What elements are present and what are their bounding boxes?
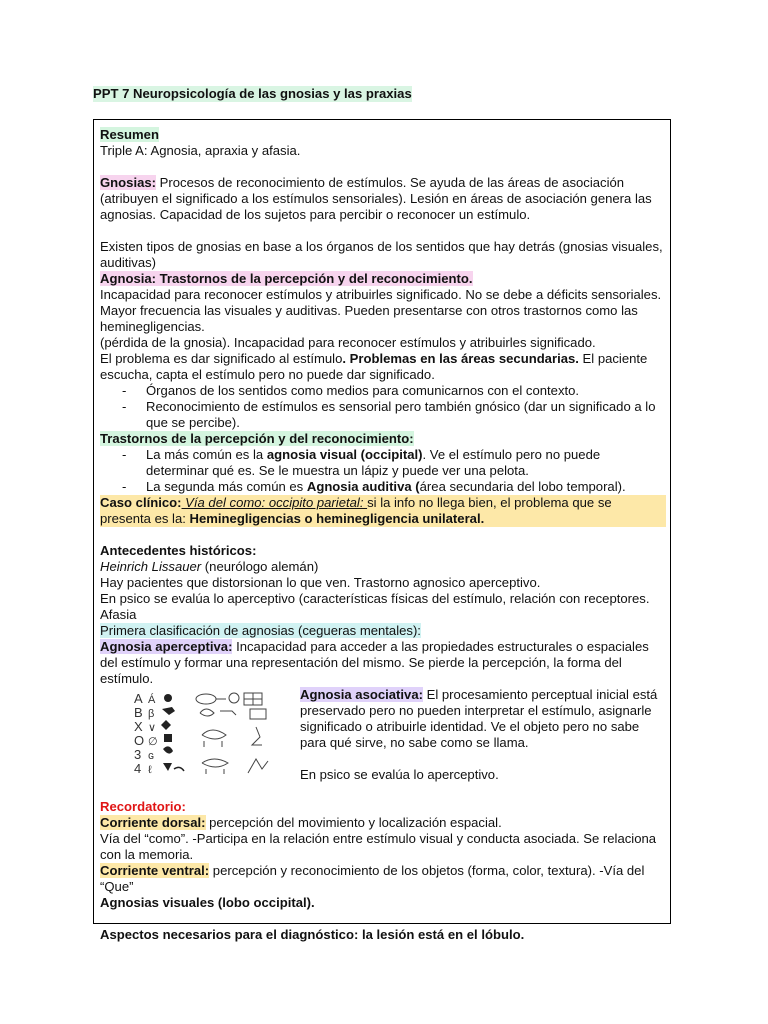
caso-text: si la info no llega bien, el problema que se presenta es la:: [100, 495, 612, 526]
aperceptiva-text: Incapacidad para acceder a las propiedades estructurales o espaciales del estímulo y formar una representación del mismo. Se pierde la percepción, la forma del estímulo.: [100, 639, 649, 686]
agnosia-p3-c: El paciente escucha, capta el estímulo pero no puede dar significado.: [100, 351, 648, 382]
trastornos-heading: Trastornos de la percepción y del reconocimiento:: [100, 431, 414, 446]
list-item: [146, 479, 666, 495]
agnosia-drawings-figure: [116, 689, 286, 779]
ventral-label: Corriente ventral:: [100, 863, 210, 878]
trastornos-b2-c: área secundaria del lobo temporal).: [419, 479, 626, 494]
tipos-paragraph: Existen tipos de gnosias en base a los órganos de los sentidos que hay detrás (gnosias visuales, auditivas): [100, 239, 663, 270]
black-shapes-drawing: [161, 694, 184, 771]
figure-glyph: O: [134, 733, 145, 748]
lissauer-line: [100, 559, 666, 575]
caso-via: Vía del como: occipito parietal:: [181, 495, 368, 510]
figure-glyph: X: [134, 719, 143, 734]
antecedentes-heading: Antecedentes históricos:: [100, 543, 257, 558]
summary-content: [100, 127, 666, 943]
figure-glyph: B: [134, 705, 143, 720]
ventral-line: [100, 863, 666, 895]
trastornos-b1-b: agnosia visual (occipital): [266, 447, 423, 462]
dorsal-label: Corriente dorsal:: [100, 815, 206, 830]
aspectos-line: Aspectos necesarios para el diagnóstico: la lesión está en el lóbulo.: [100, 927, 525, 942]
agnosia-p2: (pérdida de la gnosia). Incapacidad para reconocer estímulos y atribuirles significado.: [100, 335, 596, 350]
asociativa-paragraph: [300, 687, 666, 751]
caso-label: Caso clínico:: [100, 495, 182, 510]
recordatorio-heading: Recordatorio:: [100, 799, 186, 814]
agnosia-p3-a: El problema es dar significado al estímulo: [100, 351, 343, 366]
object-sketches-drawing: [196, 693, 268, 774]
trastornos-b2-a: La segunda más común es: [146, 479, 307, 494]
agnosia-p1: Incapacidad para reconocer estímulos y atribuirles significado. No se debe a déficits sensoriales. Mayor frecuencia las visuales y auditivas. Pueden presentarse con otros trastornos como las heminegligencias.: [100, 287, 662, 334]
figure-glyph: A: [134, 691, 143, 706]
aperceptiva-label: Agnosia aperceptiva:: [100, 639, 233, 654]
summary-box: [93, 119, 671, 942]
agnosia-p3-b: . Problemas en las áreas secundarias.: [342, 351, 579, 366]
figure-distorted-glyph: β: [148, 708, 155, 720]
agnosia-p3: [100, 351, 666, 383]
dorsal-text: percepción del movimiento y localización espacial.: [205, 815, 502, 830]
agnosia-list: [100, 383, 666, 431]
dorsal-via: Vía del “como”. -Participa en la relación entre estímulo visual y conducta asociada. Se relaciona con la memoria.: [100, 831, 657, 862]
figure-distorted-glyph: ∅: [148, 736, 158, 748]
clasificacion-line: Primera clasificación de agnosias (cegueras mentales):: [100, 623, 421, 638]
asociativa-section: [100, 687, 666, 783]
figure-glyph: 3: [134, 747, 142, 762]
list-item: [146, 447, 666, 479]
figure-distorted-glyph: ℓ: [148, 764, 152, 776]
aperceptiva-paragraph: [100, 639, 666, 687]
asociativa-text: El procesamiento perceptual inicial está preservado pero no pueden interpretar el estímulo, asignarle significado o atribuirle identidad. Ve el objeto pero no sabe para qué sirve, no sabe como se llama.: [300, 687, 658, 750]
list-item: - Órganos de los sentidos como medios para comunicarnos con el contexto.: [146, 383, 666, 399]
figure-distorted-glyph: ∨: [148, 722, 157, 734]
antecedentes-l1: Hay pacientes que distorsionan lo que ven. Trastorno agnosico aperceptivo.: [100, 575, 541, 590]
dorsal-line: [100, 815, 666, 831]
gnosias-text: Procesos de reconocimiento de estímulos. Se ayuda de las áreas de asociación (atribuyen el significado a los estímulos sensoriales). Lesión en áreas de asociación genera las agnosias. Capacidad de los sujetos para percibir o reconocer un estímulo.: [100, 175, 652, 222]
gnosias-paragraph: [100, 175, 666, 223]
asociativa-label: Agnosia asociativa:: [300, 687, 423, 702]
triple-a-line: Triple A: Agnosia, apraxia y afasia.: [100, 143, 301, 158]
page-title: PPT 7 Neuropsicología de las gnosias y las praxias: [93, 86, 412, 101]
resumen-heading: Resumen: [100, 127, 159, 142]
trastornos-b2-b: Agnosia auditiva (: [306, 479, 420, 494]
psico-aperceptivo-line: En psico se evalúa lo aperceptivo.: [300, 767, 499, 782]
trastornos-b1-c: . Ve el estímulo pero no puede determinar qué es. Se le muestra un lápiz y puede ver una pelota.: [146, 447, 601, 478]
agnosia-heading: Agnosia: Trastornos de la percepción y del reconocimiento.: [100, 271, 473, 286]
list-item: - Reconocimiento de estímulos es sensorial pero también gnósico (dar un significado a lo que se percibe).: [146, 399, 666, 431]
caso-bold: Heminegligencias o heminegligencia unilateral.: [189, 511, 485, 526]
agnosias-visuales-line: Agnosias visuales (lobo occipital).: [100, 895, 315, 910]
figure-glyph: 4: [134, 761, 142, 776]
gnosias-label: Gnosias:: [100, 175, 157, 190]
antecedentes-l2: En psico se evalúa lo aperceptivo (características físicas del estímulo, relación con receptores. Afasia: [100, 591, 650, 622]
lissauer-rest: (neurólogo alemán): [201, 559, 319, 574]
trastornos-list: [100, 447, 666, 495]
caso-clinico: [100, 495, 666, 527]
asociativa-text-block: [300, 687, 666, 783]
trastornos-b1-a: La más común es la: [146, 447, 267, 462]
figure-distorted-glyph: ɢ: [148, 750, 155, 762]
ventral-text: percepción y reconocimiento de los objetos (forma, color, textura). -Vía del “Que”: [100, 863, 645, 894]
figure-distorted-glyph: Á: [148, 694, 156, 706]
lissauer-name: Heinrich Lissauer: [100, 559, 202, 574]
